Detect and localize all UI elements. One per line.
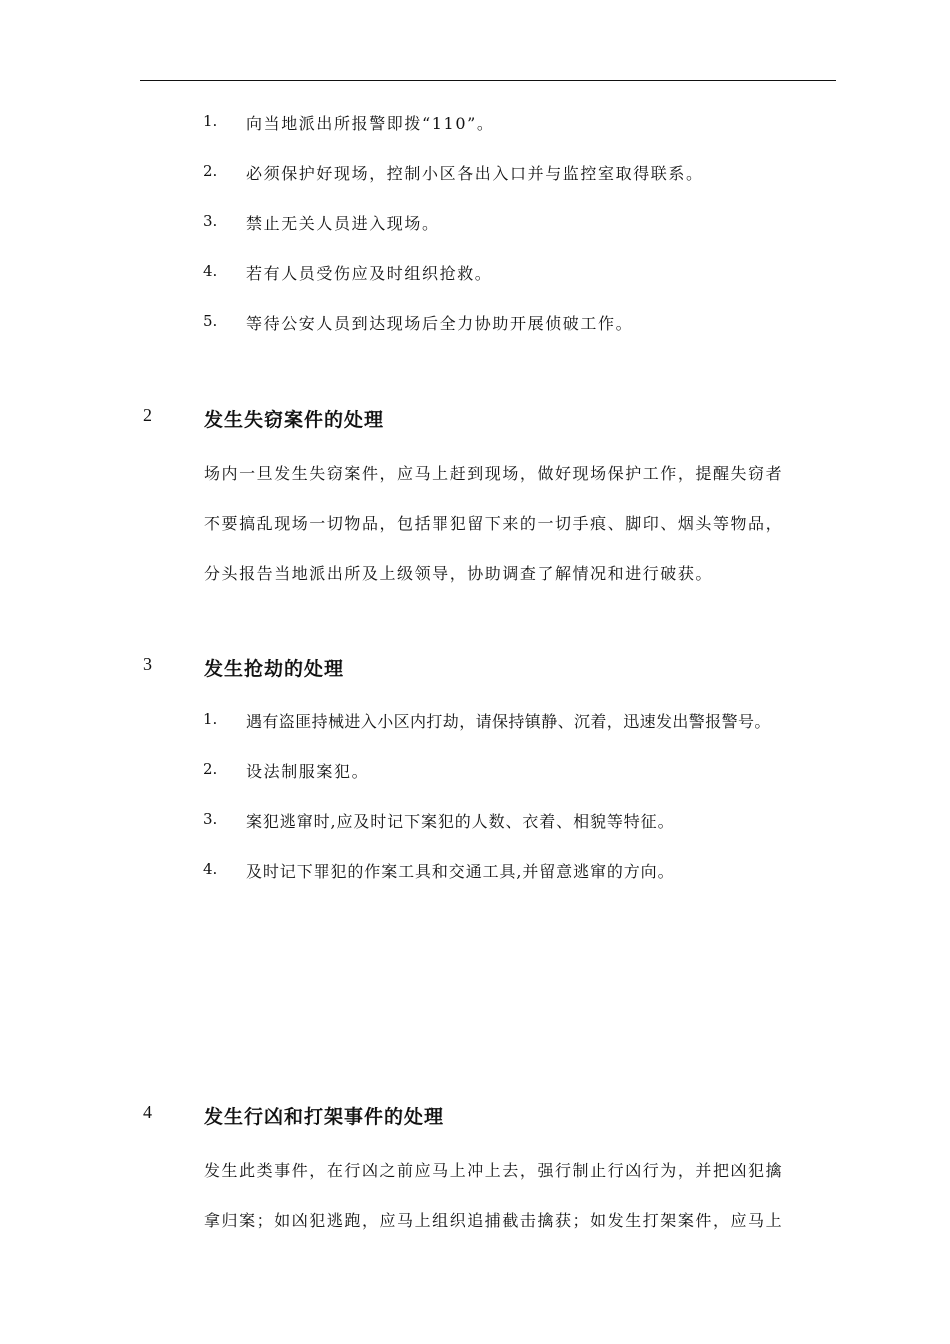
list-text: 若有人员受伤应及时组织抢救。 bbox=[246, 264, 493, 283]
paragraph-line: 不要搞乱现场一切物品，包括罪犯留下来的一切手痕、脚印、烟头等物品， bbox=[204, 514, 784, 533]
list-number: 2. bbox=[203, 162, 218, 180]
list-text: 及时记下罪犯的作案工具和交通工具,并留意逃窜的方向。 bbox=[246, 862, 675, 881]
section-number: 3 bbox=[143, 654, 152, 674]
list-text: 设法制服案犯。 bbox=[246, 762, 370, 781]
list-number: 4. bbox=[203, 860, 218, 878]
section-number: 2 bbox=[143, 405, 152, 425]
section-number: 4 bbox=[143, 1102, 152, 1122]
list-text: 遇有盗匪持械进入小区内打劫，请保持镇静、沉着，迅速发出警报警号。 bbox=[246, 712, 771, 731]
list-text: 禁止无关人员进入现场。 bbox=[246, 214, 440, 233]
list-text: 必须保护好现场，控制小区各出入口并与监控室取得联系。 bbox=[246, 164, 704, 183]
list-text: 等待公安人员到达现场后全力协助开展侦破工作。 bbox=[246, 314, 634, 333]
paragraph-line: 分头报告当地派出所及上级领导，协助调查了解情况和进行破获。 bbox=[204, 564, 713, 583]
list-text: 向当地派出所报警即拨“110”。 bbox=[246, 114, 495, 133]
list-number: 3. bbox=[203, 212, 218, 230]
paragraph-line: 发生此类事件，在行凶之前应马上冲上去，强行制止行凶行为，并把凶犯擒 bbox=[204, 1161, 784, 1180]
list-number: 1. bbox=[203, 112, 218, 130]
section-title: 发生行凶和打架事件的处理 bbox=[204, 1106, 445, 1128]
list-text: 案犯逃窜时,应及时记下案犯的人数、衣着、相貌等特征。 bbox=[246, 812, 675, 831]
paragraph-line: 拿归案；如凶犯逃跑，应马上组织追捕截击擒获；如发生打架案件，应马上 bbox=[204, 1211, 784, 1230]
section-title: 发生失窃案件的处理 bbox=[204, 409, 385, 431]
list-number: 3. bbox=[203, 810, 218, 828]
header-rule bbox=[140, 80, 836, 81]
section-title: 发生抢劫的处理 bbox=[204, 658, 345, 680]
paragraph-line: 场内一旦发生失窃案件，应马上赶到现场，做好现场保护工作，提醒失窃者 bbox=[204, 464, 784, 483]
list-number: 5. bbox=[203, 312, 218, 330]
list-number: 2. bbox=[203, 760, 218, 778]
list-number: 1. bbox=[203, 710, 218, 728]
list-number: 4. bbox=[203, 262, 218, 280]
